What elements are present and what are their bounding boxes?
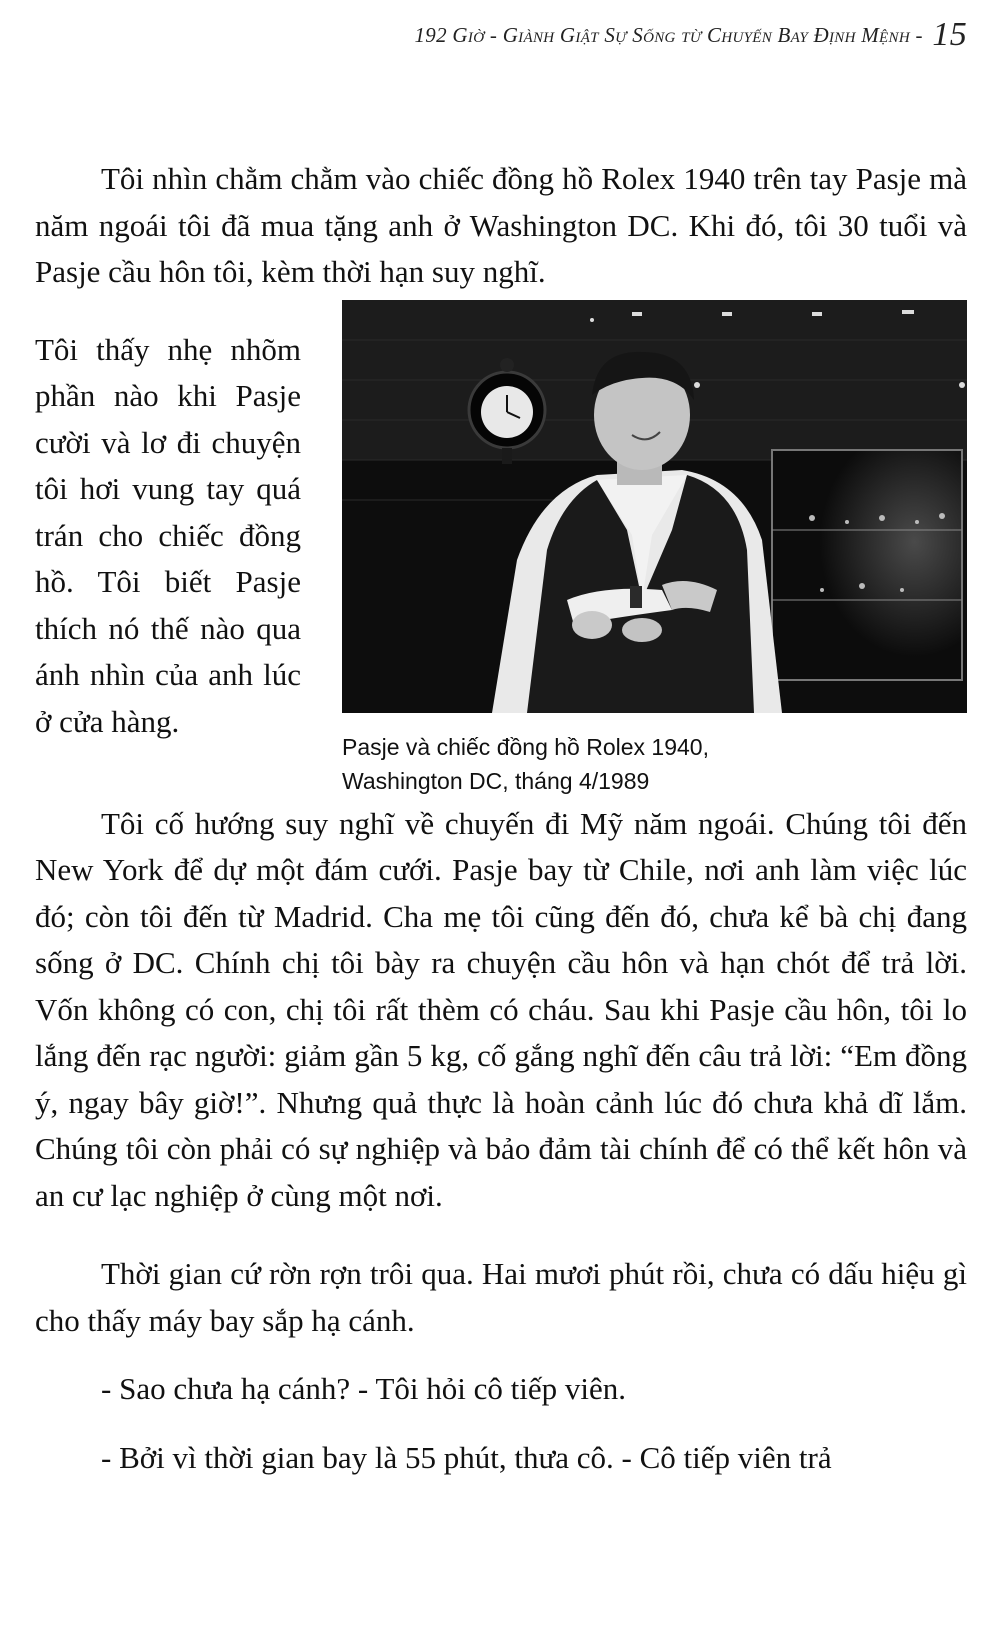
paragraph-time: Thời gian cứ rờn rợn trôi qua. Hai mươi phút rồi, chưa có dấu hiệu gì cho thấy máy bay sắp hạ cánh. <box>35 1256 967 1338</box>
running-header <box>414 16 967 54</box>
photo <box>342 300 967 713</box>
header-separator: - <box>915 23 923 47</box>
figure-block <box>35 296 967 801</box>
photo-caption <box>342 730 802 798</box>
paragraph-wrapped: Tôi thấy nhẹ nhõm phần nào khi Pasje cười và lơ đi chuyện tôi hơi vung tay quá trán cho chiếc đồng hồ. Tôi biết Pasje thích nó thế nào qua ánh nhìn của anh lúc ở cửa hàng. <box>35 331 301 739</box>
paragraph-trip: Tôi cố hướng suy nghĩ về chuyến đi Mỹ năm ngoái. Chúng tôi đến New York để dự một đám cưới. Pasje bay từ Chile, nơi anh làm việc lúc đó; còn tôi đến từ Madrid. Cha mẹ tôi cũng đến đó, chưa kể bà chị đang sống ở DC. Chính chị tôi bày ra chuyện cầu hôn và hạn chót để trả lời. Vốn không có con, chị tôi rất thèm có cháu. Sau khi Pasje cầu hôn, tôi lo lắng đến rạc người: giảm gần 5 kg, cố gắng nghĩ đến câu trả lời: “Em đồng ý, ngay bây giờ!”. Nhưng quả thực là hoàn cảnh lúc đó chưa khả dĩ lắm. Chúng tôi còn phải có sự nghiệp và bảo đảm tài chính để có thể kết hôn và an cư lạc nghiệp ở cùng một nơi. <box>35 805 967 1213</box>
dialogue-line-1: - Sao chưa hạ cánh? - Tôi hỏi cô tiếp viên. <box>101 1371 626 1406</box>
photo-image <box>342 300 967 713</box>
dialogue-line-2: - Bởi vì thời gian bay là 55 phút, thưa cô. - Cô tiếp viên trả <box>101 1439 832 1475</box>
page-body <box>35 156 967 1481</box>
caption-line-2: Washington DC, tháng 4/1989 <box>342 767 650 794</box>
caption-line-1: Pasje và chiếc đồng hồ Rolex 1940, <box>342 733 709 760</box>
page-number: 15 <box>932 16 967 53</box>
paragraph-intro: Tôi nhìn chằm chằm vào chiếc đồng hồ Rolex 1940 trên tay Pasje mà năm ngoái tôi đã mua tặng anh ở Washington DC. Khi đó, tôi 30 tuổi và Pasje cầu hôn tôi, kèm thời hạn suy nghĩ. <box>35 161 967 289</box>
running-title: 192 Giờ - Giành Giật Sự Sống từ Chuyến Bay Định Mệnh <box>414 23 910 47</box>
